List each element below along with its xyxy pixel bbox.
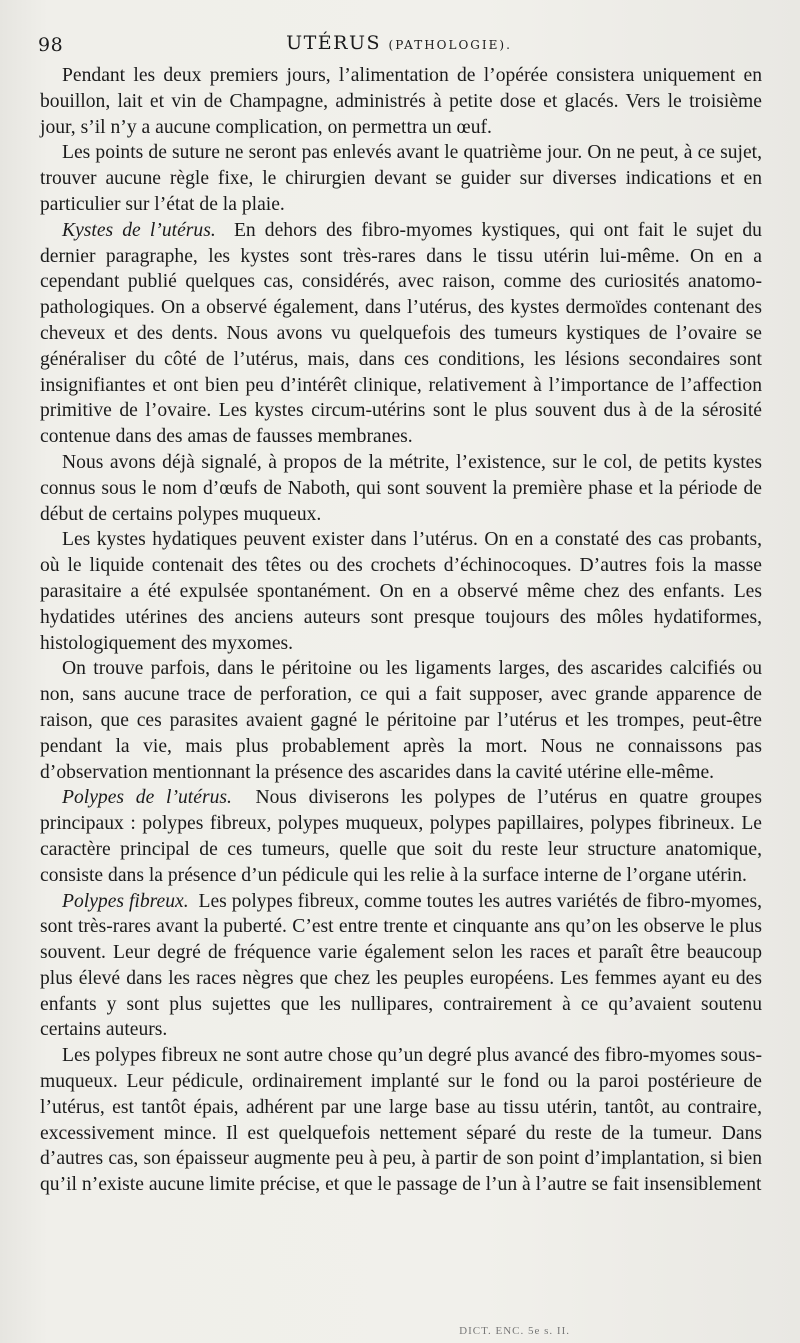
paragraph: Les polypes fibreux ne sont autre chose qu’un degré plus avancé des fibro-myomes sous-muqueux. Leur pédicule, ordinairement implanté sur le fond ou la paroi postérieure de l’utérus, est tantôt épais, adhérent par une large base au tissu utérin, tantôt, au contraire, excessivement mince. Il est quelquefois nettement séparé du reste de la tumeur. Dans d’autres cas, son épaisseur augmente peu à peu, à partir de son point d’implantation, si bien qu’il n’existe aucune limite précise, et que le passage de l’un à l’autre se fait insensiblement [40,1045,762,1196]
section-heading: Polypes fibreux. [62,890,189,912]
page-number: 98 [38,34,64,56]
paragraph: Kystes de l’utérus. En dehors des fibro-myomes kystiques, qui ont fait le sujet du dernier paragraphe, les kystes sont très-rares dans le tissu utérin lui-même. On en a cependant publié quelques cas, considérés, avec raison, comme des curiosités anatomo-pathologiques. On a observé également, dans l’utérus, des kystes dermoïdes contenant des cheveux et des dents. Nous avons vu quelquefois des tumeurs kystiques de l’ovaire se généraliser du côté de l’utérus, mais, dans ces conditions, les lésions secondaires sont insignifiantes et ont bien peu d’intérêt clinique, relativement à l’importance de l’affection primitive de l’ovaire. Les kystes circum-utérins sont le plus souvent dus à de la sérosité contenue dans des amas de fausses membranes. [40,219,762,448]
section-heading: Kystes de l’utérus. [62,219,216,241]
paragraph: Les kystes hydatiques peuvent exister dans l’utérus. On en a constaté des cas probants, où le liquide contenait des têtes ou des crochets d’échinocoques. D’autres fois la masse parasitaire a été expulsée spontanément. On en a observé même chez des enfants. Les hydatides utérines des anciens auteurs sont presque toujours des môles hydatiformes, histologiquement des myxomes. [40,529,762,654]
paragraph: Polypes de l’utérus. Nous diviserons les polypes de l’utérus en quatre groupes principaux : polypes fibreux, polypes muqueux, polypes papillaires, polypes fibrineux. Le caractère principal de ces tumeurs, quelle que soit du reste leur structure anatomique, consiste dans la présence d’un pédicule qui les relie à la surface interne de l’organe utérin. [40,787,763,886]
page-header [38,30,760,56]
paragraph: Nous avons déjà signalé, à propos de la métrite, l’existence, sur le col, de petits kystes connus sous le nom d’œufs de Naboth, qui sont souvent la première phase et la période de début de certains polypes muqueux. [40,451,762,525]
body-text [40,63,762,1198]
paragraph: On trouve parfois, dans le péritoine ou les ligaments larges, des ascarides calcifiés ou non, sans aucune trace de perforation, ce qui a fait supposer, avec grande apparence de raison, que ces parasites avaient gagné le péritoine par l’utérus et les trompes, peut-être pendant la vie, mais plus probablement après la mort. Nous ne connaissons pas d’observation mentionnant la présence des ascarides dans la cavité utérine elle-même. [40,658,762,783]
paragraph: Pendant les deux premiers jours, l’alimentation de l’opérée consistera uniquement en bouillon, lait et vin de Champagne, administrés à petite dose et glacés. Vers le troisième jour, s’il n’y a aucune complication, on permettra un œuf. [40,65,762,138]
signature-mark: DICT. ENC. 5e s. II. [459,1325,570,1337]
section-heading: Polypes de l’utérus. [62,787,232,809]
running-title [38,32,760,54]
paragraph: Les points de suture ne seront pas enlevés avant le quatrième jour. On ne peut, à ce sujet, trouver aucune règle fixe, le chirurgien devant se guider sur diverses indications et en particulier sur l’état de la plaie. [40,142,762,215]
running-title-sub: (PATHOLOGIE). [388,38,512,52]
running-title-main: UTÉRUS [286,32,381,54]
paragraph: Polypes fibreux. Les polypes fibreux, comme toutes les autres variétés de fibro-myomes, sont très-rares avant la puberté. C’est entre trente et cinquante ans qu’on les observe le plus souvent. Leur degré de fréquence varie également selon les races et paraît être beaucoup plus élevé dans les races nègres que chez les peuples européens. Les femmes ayant eu des enfants y sont plus sujettes que les nullipares, contrairement à ce qu’avaient soutenu certains auteurs. [40,890,762,1041]
